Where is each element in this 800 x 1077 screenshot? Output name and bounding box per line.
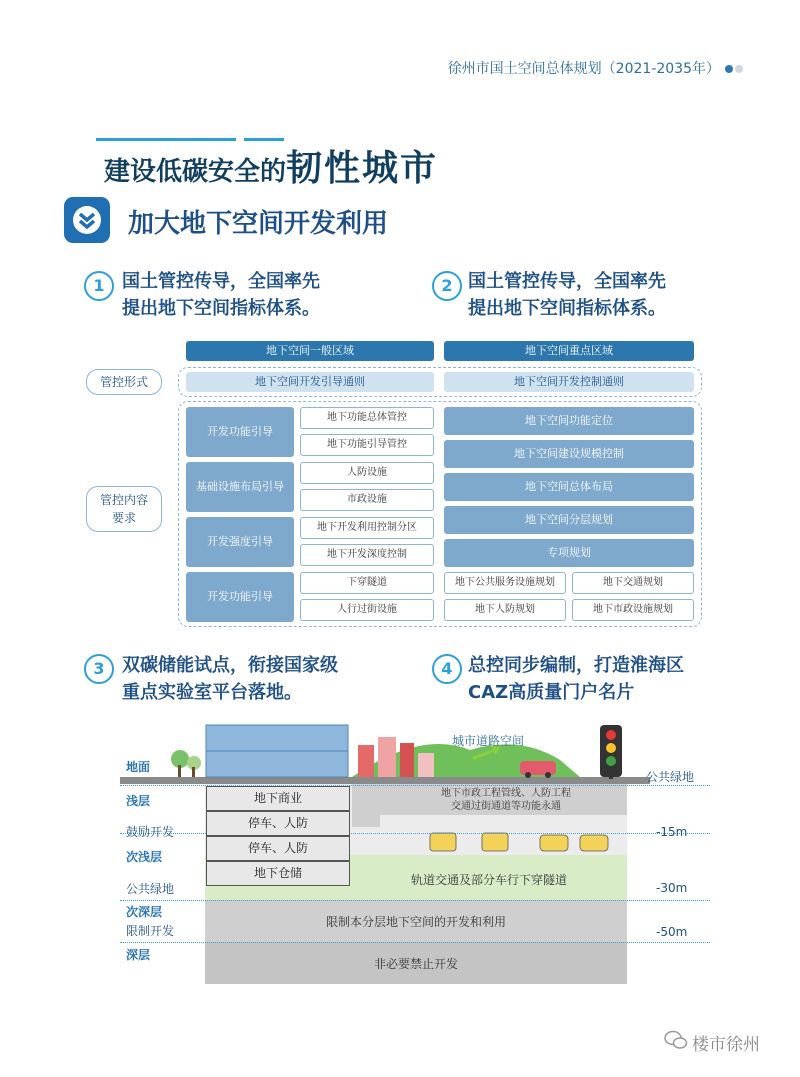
building-layer: 地下商业 [206,786,350,811]
general-item: 人防设施 [300,462,434,484]
point-2-line1: 国土管控传导，全国率先 [468,271,666,292]
point-1-text [122,268,320,322]
point-4-line2: CAZ高质量门户名片 [468,682,635,703]
general-group: 基础设施布局引导 [186,462,294,512]
point-2-text [468,268,666,322]
row-label-content [86,486,162,532]
key-pair-item: 地下市政设施规划 [572,599,694,621]
key-pair-item: 地下公共服务设施规划 [444,572,566,594]
point-3-text [122,652,338,706]
point-1-line1: 国土管控传导，全国率先 [122,271,320,292]
building-layer: 停车、人防 [206,811,350,836]
general-item: 下穿隧道 [300,572,434,594]
depth-label: 公共绿地 [126,882,175,896]
deep-text: 非必要禁止开发 [373,957,458,971]
general-item: 市政设施 [300,489,434,511]
general-item: 地下开发深度控制 [300,544,434,566]
depth-label: 浅层 [126,794,151,808]
layer-divider [120,942,710,943]
road-space-label: 城市道路空间 [452,734,525,748]
row-label-content-line1: 管控内容 [99,493,148,507]
key-rule: 地下空间开发控制通则 [444,372,694,392]
depth-label: 限制开发 [126,924,175,938]
general-rule: 地下空间开发引导通则 [186,372,434,392]
point-number: 3 [84,654,114,684]
key-item: 地下空间总体布局 [444,473,694,501]
main-title [104,140,438,191]
depth-label: 鼓励开发 [126,825,175,839]
point-number: 1 [84,271,114,301]
layer-divider [120,900,710,901]
row-label-form: 管控形式 [86,369,162,395]
key-pair-item: 地下交通规划 [572,572,694,594]
limit-text: 限制本分层地下空间的开发和利用 [325,915,506,929]
point-1-line2: 提出地下空间指标体系。 [122,298,320,319]
underground-diagram-illustration [0,715,800,990]
col-header-general: 地下空间一般区域 [186,341,434,361]
section-title: 加大地下空间开发利用 [128,209,389,239]
general-item: 地下开发利用控制分区 [300,517,434,539]
right-label: 公共绿地 [646,770,695,784]
document-title: 徐州市国土空间总体规划（2021-2035年） [447,61,720,77]
point-number: 2 [432,271,462,301]
building-layer: 停车、人防 [206,836,350,861]
general-item: 地下功能总体管控 [300,407,434,429]
general-group: 开发功能引导 [186,407,294,457]
header-dots-icon [724,64,744,74]
section-arrow-icon [64,197,110,243]
building-layer: 地下仓储 [206,861,350,886]
general-group: 开发强度引导 [186,517,294,567]
key-item: 地下空间分层规划 [444,506,694,534]
main-title-emphasis: 韧性城市 [286,148,439,189]
right-label: -30m [656,881,688,895]
point-2-line2: 提出地下空间指标体系。 [468,298,666,319]
key-pair-item: 地下人防规划 [444,599,566,621]
depth-label: 地面 [126,760,151,774]
depth-label: 深层 [126,948,151,962]
wechat-icon [664,1030,688,1050]
general-item: 人行过街设施 [300,599,434,621]
general-group: 开发功能引导 [186,572,294,622]
general-item: 地下功能引导管控 [300,434,434,456]
depth-label: 次浅层 [126,850,163,864]
pipe-text [388,787,624,813]
point-4-line1: 总控同步编制，打造淮海区 [468,655,684,676]
point-4-text [468,652,684,706]
point-3-line2: 重点实验室平台落地。 [122,682,302,703]
point-number: 4 [432,654,462,684]
depth-label: 次深层 [126,905,163,919]
right-label: -15m [656,825,688,839]
pipe-text-line1: 地下市政工程管线、人防工程 [441,788,571,799]
right-label: -50m [656,925,688,939]
point-3-line1: 双碳储能试点，衔接国家级 [122,655,338,676]
col-header-key: 地下空间重点区域 [444,341,694,361]
pipe-text-line2: 交通过街通道等功能永通 [451,801,561,812]
key-item: 地下空间建设规模控制 [444,440,694,468]
main-title-prefix: 建设低碳安全的 [104,157,287,187]
watermark-text: 楼市徐州 [692,1035,760,1055]
key-item: 专项规划 [444,539,694,567]
key-item: 地下空间功能定位 [444,407,694,435]
rail-text: 轨道交通及部分车行下穿隧道 [410,873,567,887]
row-label-content-line2: 要求 [111,511,136,525]
